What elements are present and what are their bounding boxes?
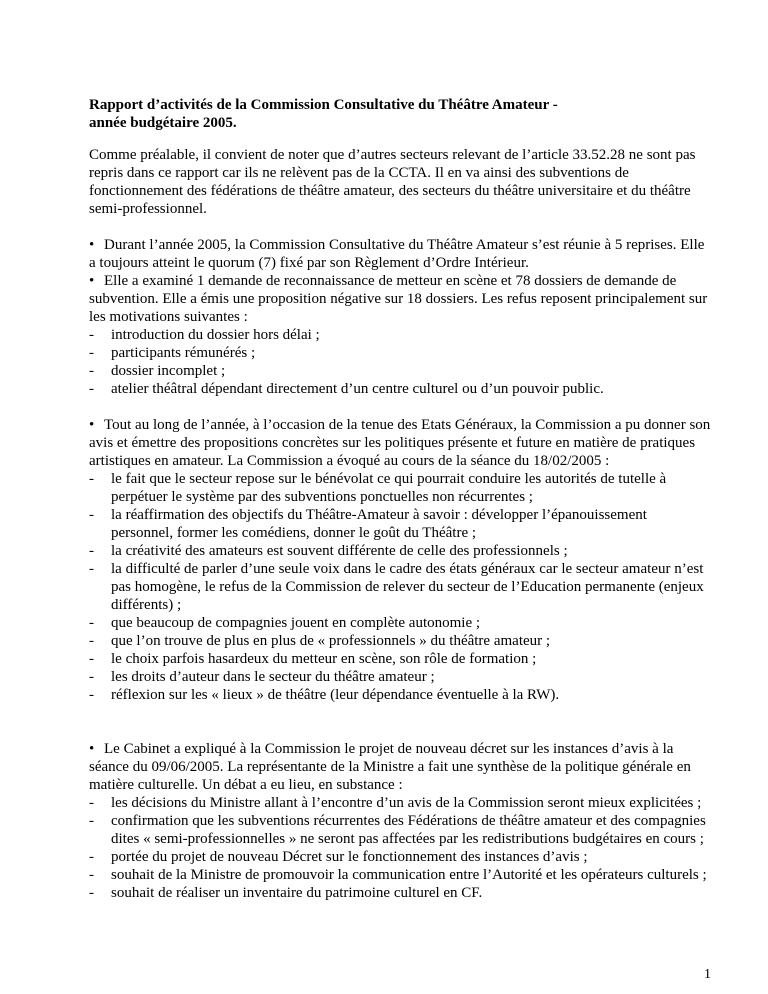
dash-icon: - xyxy=(89,543,94,559)
dash-icon: - xyxy=(89,651,94,667)
section-etats-generaux xyxy=(89,416,712,704)
list-item: - le choix parfois hasardeux du metteur en scène, son rôle de formation ; xyxy=(89,651,537,667)
list-item: - le fait que le secteur repose sur le bénévolat ce qui pourrait conduire les autorités de tutelle à perpétuer le système par des subventions ponctuelles non récurrentes ; xyxy=(89,471,667,505)
dash-icon: - xyxy=(89,561,94,577)
list-item: - souhait de réaliser un inventaire du patrimoine culturel en CF. xyxy=(89,885,483,901)
dash-icon: - xyxy=(89,471,94,487)
list-item: - que l’on trouve de plus en plus de « professionnels » du théâtre amateur ; xyxy=(89,633,551,649)
bullet-paragraph-meetings: • Durant l’année 2005, la Commission Consultative du Théâtre Amateur s’est réunie à 5 reprises. Elle a toujours atteint le quorum (7) fixé par son Règlement d’Ordre Intérieur. xyxy=(89,237,705,271)
bullet-paragraph-etats-generaux: • Tout au long de l’année, à l’occasion de la tenue des Etats Généraux, la Commission a pu donner son avis et émettre des propositions concrètes sur les politiques présente et future en matière de pratiques artistiques en amateur. La Commission a évoqué au cours de la séance du 18/02/2005 : xyxy=(89,417,711,469)
debate-points-list xyxy=(89,794,712,902)
list-item: - les droits d’auteur dans le secteur du théâtre amateur ; xyxy=(89,669,435,685)
list-item: - introduction du dossier hors délai ; xyxy=(89,327,320,343)
dash-icon: - xyxy=(89,633,94,649)
dash-icon: - xyxy=(89,867,94,883)
report-title xyxy=(89,96,712,132)
dash-icon: - xyxy=(89,795,94,811)
list-item: - portée du projet de nouveau Décret sur le fonctionnement des instances d’avis ; xyxy=(89,849,588,865)
dash-icon: - xyxy=(89,687,94,703)
bullet-icon: • xyxy=(89,417,95,433)
page-number: 1 xyxy=(704,967,711,982)
section-cabinet xyxy=(89,740,712,902)
bullet-icon: • xyxy=(89,237,95,253)
bullet-icon: • xyxy=(89,273,95,289)
list-item: - la créativité des amateurs est souvent différente de celle des professionnels ; xyxy=(89,543,568,559)
dash-icon: - xyxy=(89,381,94,397)
list-item: - participants rémunérés ; xyxy=(89,345,256,361)
bullet-paragraph-requests: • Elle a examiné 1 demande de reconnaissance de metteur en scène et 78 dossiers de demande de subvention. Elle a émis une proposition négative sur 18 dossiers. Les refus reposent principalement sur les motivations suivantes : xyxy=(89,273,708,325)
dash-icon: - xyxy=(89,363,94,379)
etats-generaux-topics-list xyxy=(89,470,712,704)
dash-icon: - xyxy=(89,507,94,523)
bullet-paragraph-cabinet: • Le Cabinet a expliqué à la Commission le projet de nouveau décret sur les instances d’avis à la séance du 09/06/2005. La représentante de la Ministre a fait une synthèse de la politique générale en matière culturelle. Un débat a eu lieu, en substance : xyxy=(89,741,691,793)
list-item: - que beaucoup de compagnies jouent en complète autonomie ; xyxy=(89,615,481,631)
dash-icon: - xyxy=(89,885,94,901)
intro-paragraph: Comme préalable, il convient de noter que d’autres secteurs relevant de l’article 33.52.28 ne sont pas repris dans ce rapport car ils ne relèvent pas de la CCTA. Il en va ainsi des subventions de fonctionnement des fédérations de théâtre amateur, des secteurs du théâtre universitaire et du théâtre semi-professionnel. xyxy=(89,147,696,217)
list-item: - les décisions du Ministre allant à l’encontre d’un avis de la Commission seront mieux explicitées ; xyxy=(89,795,702,811)
list-item: - la difficulté de parler d’une seule voix dans le cadre des états généraux car le secteur amateur n’est pas homogène, le refus de la Commission de relever du secteur de l’Education permanente (enjeux différents) ; xyxy=(89,561,704,613)
report-title-line1: Rapport d’activités de la Commission Consultative du Théâtre Amateur - xyxy=(89,97,558,113)
dash-icon: - xyxy=(89,669,94,685)
list-item: - réflexion sur les « lieux » de théâtre (leur dépendance éventuelle à la RW). xyxy=(89,687,560,703)
list-item: - dossier incomplet ; xyxy=(89,363,226,379)
bullet-icon: • xyxy=(89,741,95,757)
section-meetings xyxy=(89,236,712,398)
list-item: - confirmation que les subventions récurrentes des Fédérations de théâtre amateur et des compagnies dites « semi-professionnelles » ne seront pas affectées par les redistributions budgétaires en cours ; xyxy=(89,813,706,847)
list-item: - la réaffirmation des objectifs du Théâtre-Amateur à savoir : développer l’épanouissement personnel, former les comédiens, donner le goût du Théâtre ; xyxy=(89,507,647,541)
dash-icon: - xyxy=(89,849,94,865)
dash-icon: - xyxy=(89,615,94,631)
list-item: - souhait de la Ministre de promouvoir la communication entre l’Autorité et les opérateurs culturels ; xyxy=(89,867,707,883)
list-item: - atelier théâtral dépendant directement d’un centre culturel ou d’un pouvoir public. xyxy=(89,381,604,397)
report-title-line2: année budgétaire 2005. xyxy=(89,115,237,131)
dash-icon: - xyxy=(89,345,94,361)
dash-icon: - xyxy=(89,813,94,829)
refusal-reasons-list xyxy=(89,326,712,398)
dash-icon: - xyxy=(89,327,94,343)
